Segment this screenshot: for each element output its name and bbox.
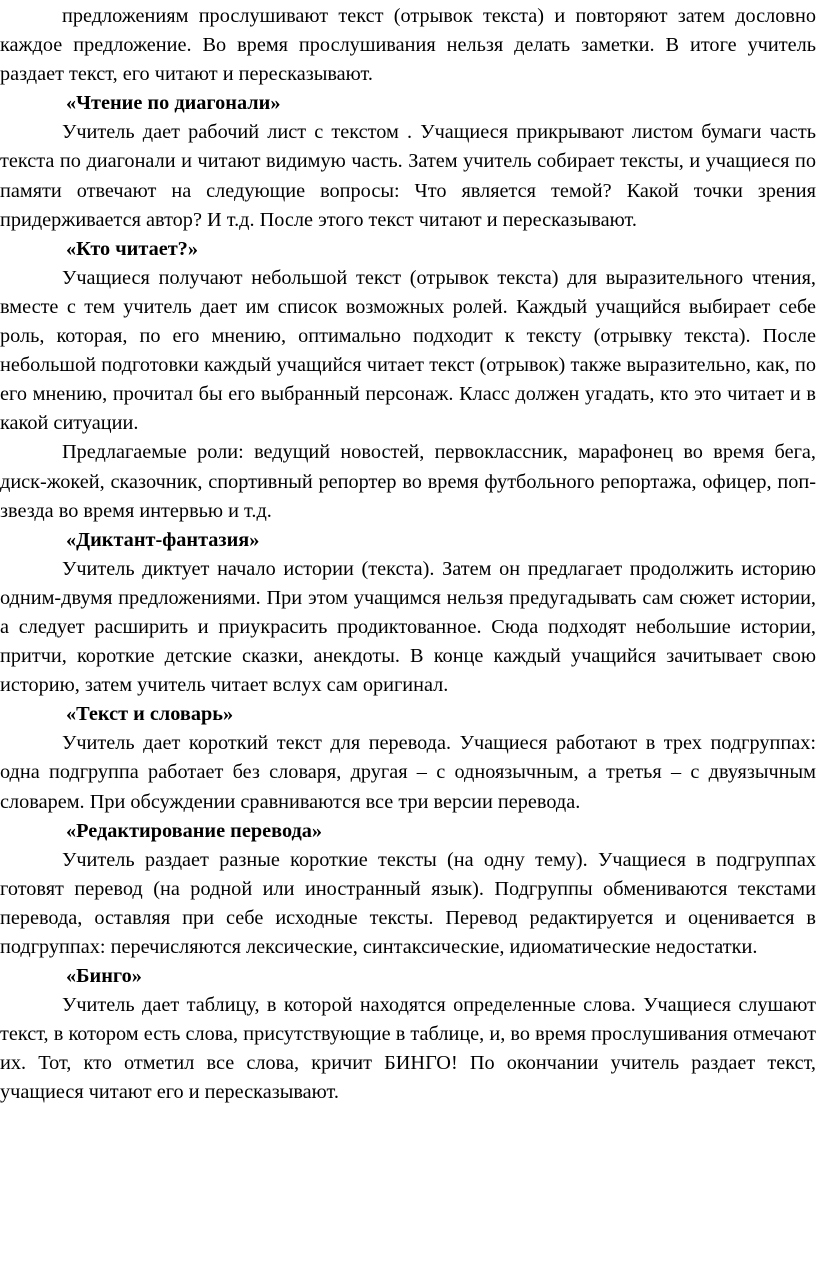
section-paragraph: Учитель диктует начало истории (текста). Затем он предлагает продолжить историю одним-двумя предложениями. При этом учащимся нельзя предугадывать сам сюжет истории, а следует расширить и приукрасить продиктованное. Сюда подходят небольшие истории, притчи, короткие детские сказки, анекдоты. В конце каждый учащийся зачитывает свою историю, затем учитель читает вслух сам оригинал. (0, 557, 816, 697)
section-heading: «Текст и словарь» (66, 703, 234, 726)
section-heading: «Кто читает?» (66, 237, 198, 260)
section-fantasy-dictation (0, 526, 816, 701)
section-paragraph: Учитель дает рабочий лист с текстом . Учащиеся прикрывают листом бумаги часть текста по диагонали и читают видимую часть. Затем учитель собирает тексты, и учащиеся по памяти отвечают на следующие вопросы: Что является темой? Какой точки зрения придерживается автор? И т.д. После этого текст читают и пересказывают. (0, 121, 816, 231)
section-paragraph: Учитель дает короткий текст для перевода. Учащиеся работают в трех подгруппах: одна подгруппа работает без словаря, другая – с одноязычным, а третья – с двуязычным словарем. При обсуждении сравниваются все три версии перевода. (0, 732, 816, 813)
section-paragraph: Учащиеся получают небольшой текст (отрывок текста) для выразительного чтения, вместе с тем учитель дает им список возможных ролей. Каждый учащийся выбирает себе роль, которая, по его мнению, оптимально подходит к тексту (отрывку текста). После небольшой подготовки каждый учащийся читает текст (отрывок) также выразительно, как, по его мнению, прочитал бы его выбранный персонаж. Класс должен угадать, кто это читает и в какой ситуации. (0, 266, 816, 435)
section-bingo (0, 962, 816, 1107)
section-paragraph: Предлагаемые роли: ведущий новостей, первоклассник, марафонец во время бега, диск-жокей, сказочник, спортивный репортер во время футбольного репортажа, офицер, поп-звезда во время интервью и т.д. (0, 441, 816, 522)
section-who-reads (0, 235, 816, 526)
section-heading: «Бинго» (66, 965, 142, 988)
section-heading: «Диктант-фантазия» (66, 528, 260, 551)
section-paragraph: Учитель раздает разные короткие тексты (на одну тему). Учащиеся в подгруппах готовят перевод (на родной или иностранный язык). Подгруппы обмениваются текстами перевода, оставляя при себе исходные тексты. Перевод редактируется и оценивается в подгруппах: перечисляются лексические, синтаксические, идиоматические недостатки. (0, 848, 816, 958)
section-heading: «Редактирование перевода» (66, 819, 323, 842)
intro-paragraph: предложениям прослушивают текст (отрывок текста) и повторяют затем дословно каждое предложение. Во время прослушивания нельзя делать заметки. В итоге учитель раздает текст, его читают и пересказывают. (0, 5, 816, 86)
section-paragraph: Учитель дает таблицу, в которой находятся определенные слова. Учащиеся слушают текст, в котором есть слова, присутствующие в таблице, и, во время прослушивания отмечают их. Тот, кто отметил все слова, кричит БИНГО! По окончании учитель раздает текст, учащиеся читают его и пересказывают. (0, 994, 816, 1104)
section-diagonal-reading (0, 89, 816, 234)
section-heading: «Чтение по диагонали» (66, 92, 281, 115)
document-page (0, 2, 816, 1108)
section-translation-editing (0, 817, 816, 962)
section-text-and-dictionary (0, 700, 816, 816)
